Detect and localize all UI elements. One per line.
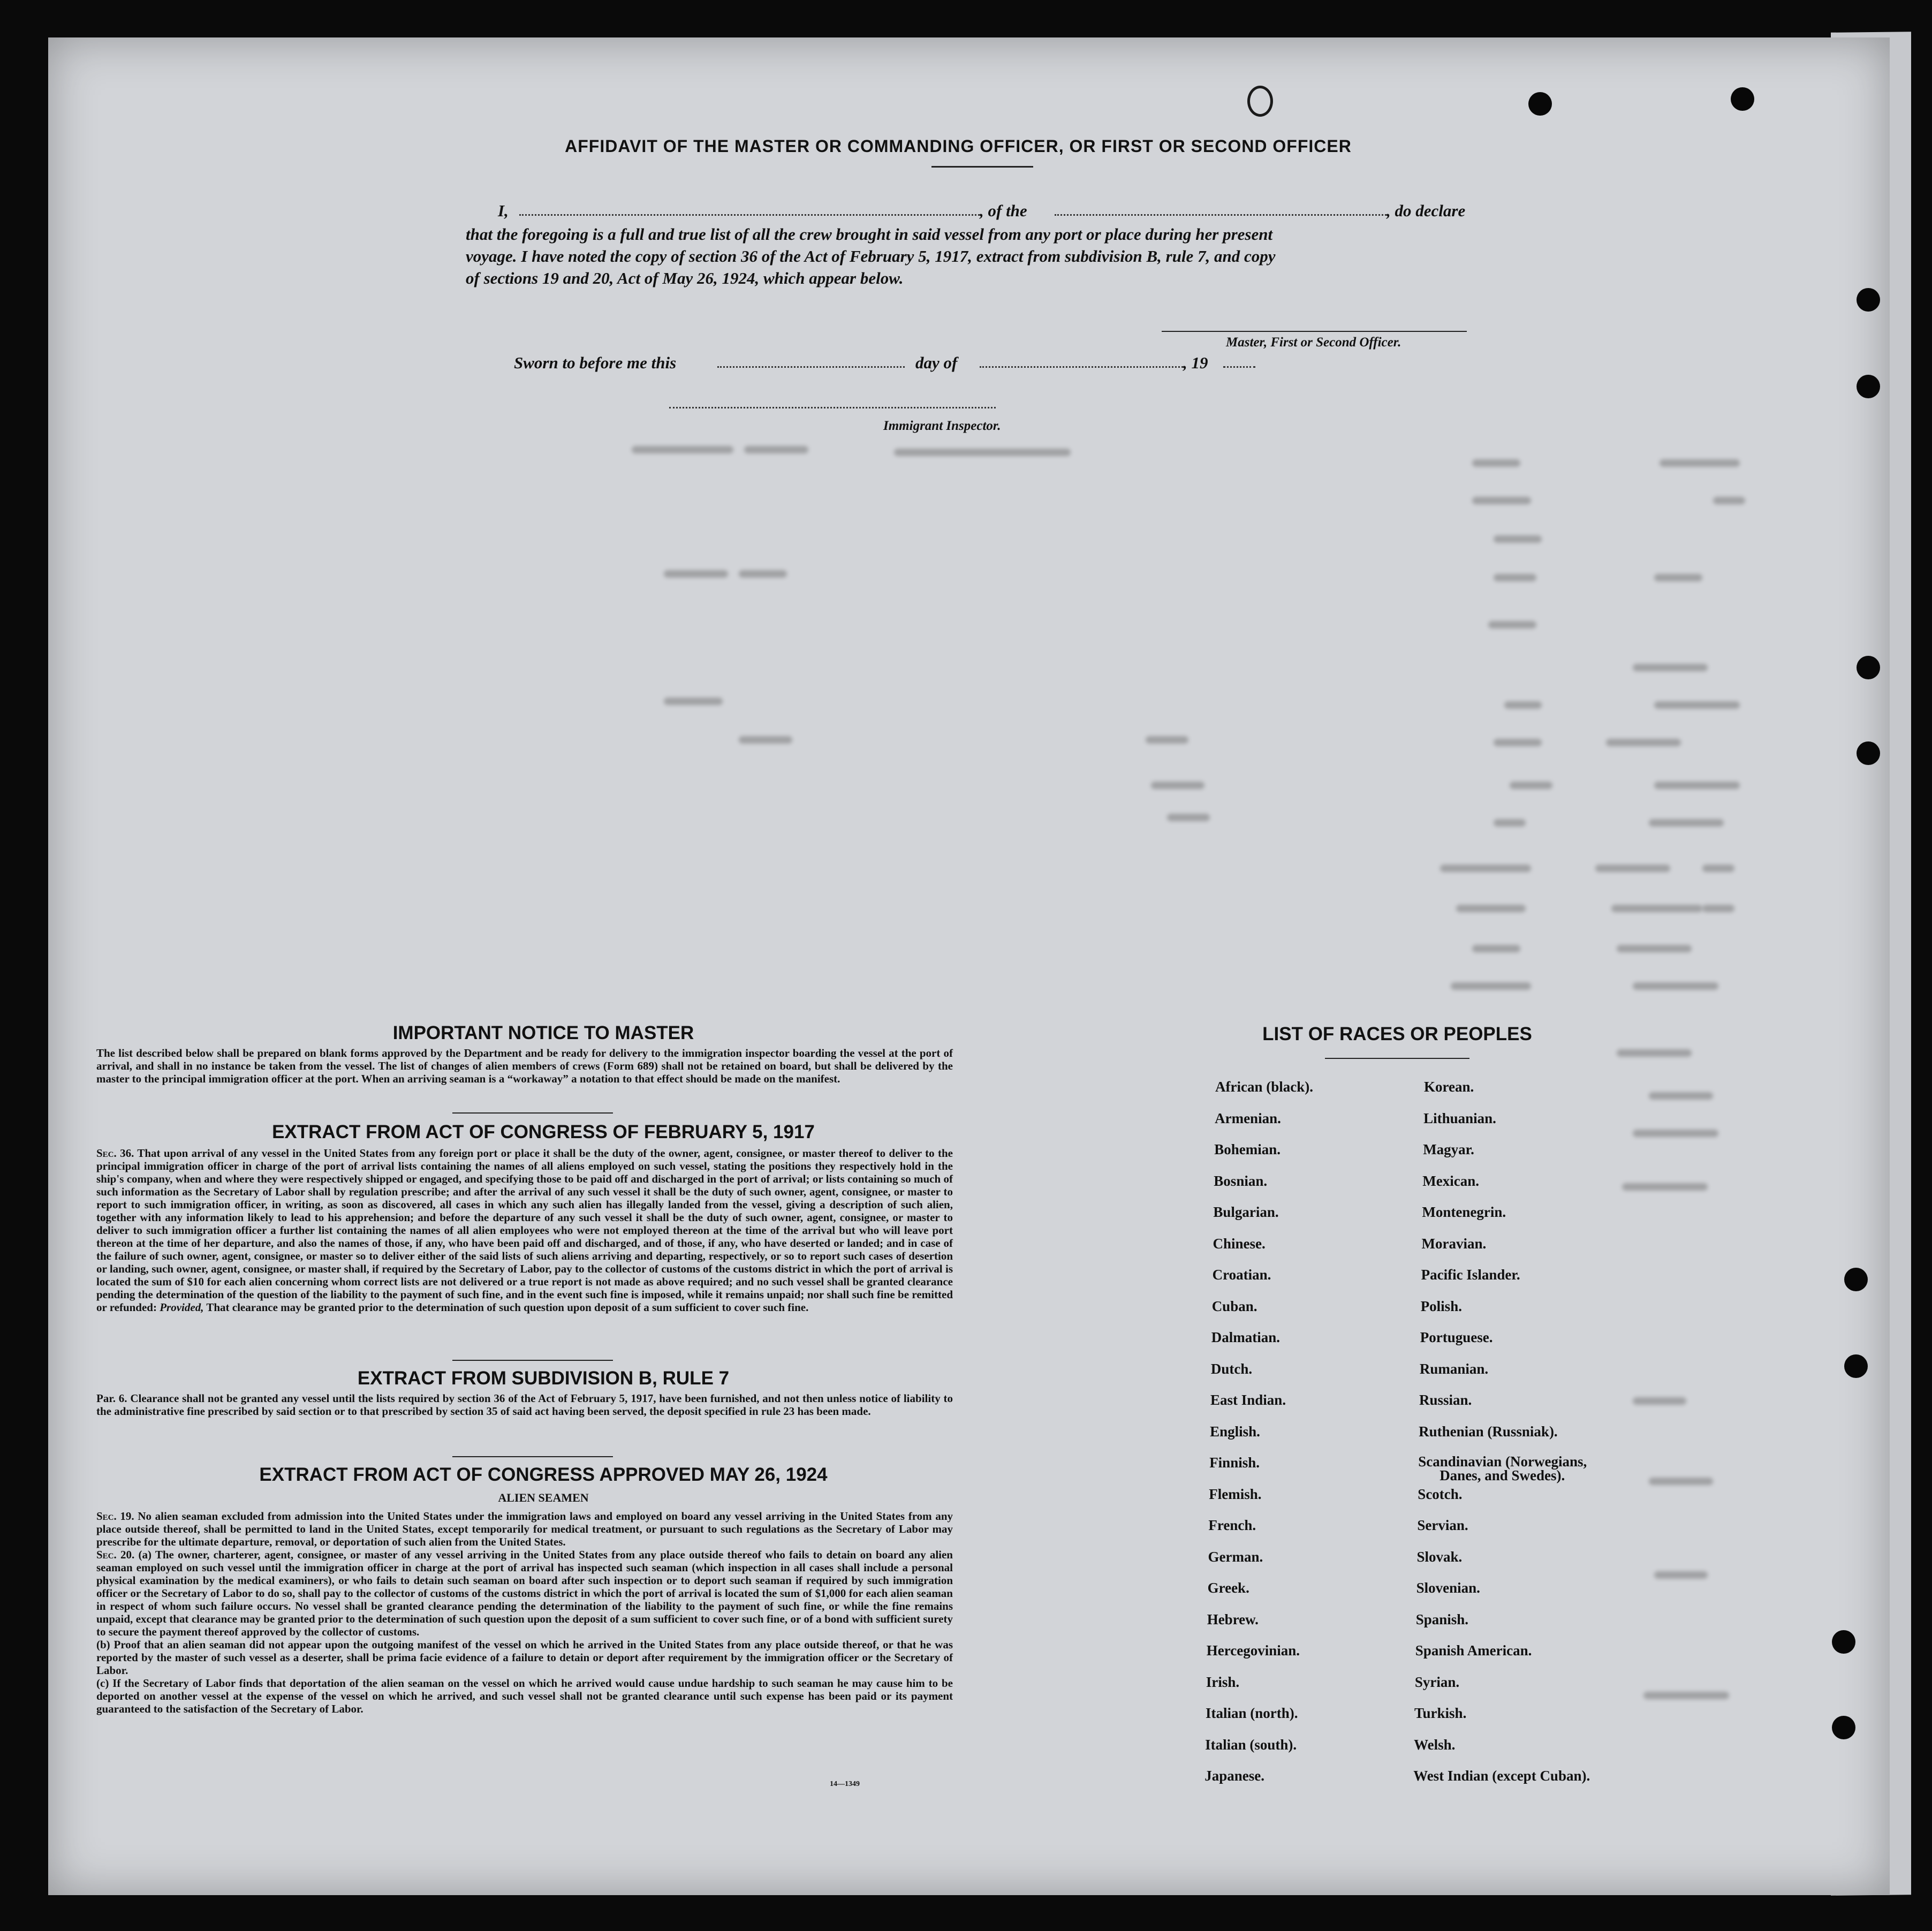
race-item: Syrian. bbox=[1414, 1673, 1460, 1690]
binder-hole bbox=[1832, 1630, 1855, 1654]
race-item: Bosnian. bbox=[1214, 1172, 1268, 1189]
name-field-line[interactable] bbox=[519, 214, 980, 216]
affidavit-title: AFFIDAVIT OF THE MASTER OR COMMANDING OFFICER, OR FIRST OR SECOND OFFICER bbox=[565, 137, 1352, 156]
race-item: Russian. bbox=[1419, 1392, 1472, 1408]
race-item: Flemish. bbox=[1209, 1486, 1262, 1502]
sec-19 bbox=[96, 1510, 953, 1548]
race-item: Chinese. bbox=[1213, 1235, 1266, 1252]
race-item: Italian (north). bbox=[1206, 1705, 1298, 1721]
race-item: Slovenian. bbox=[1416, 1580, 1480, 1596]
extract-1917-body bbox=[96, 1147, 953, 1314]
race-item: Spanish. bbox=[1415, 1611, 1469, 1627]
race-item: Croatian. bbox=[1212, 1267, 1271, 1283]
race-item: Mexican. bbox=[1422, 1172, 1480, 1189]
sworn-day-of: day of bbox=[915, 353, 958, 372]
sworn-day-field[interactable] bbox=[717, 366, 905, 368]
extract-1917-title: EXTRACT FROM ACT OF CONGRESS OF FEBRUARY 5, 1917 bbox=[272, 1122, 815, 1142]
race-item: Pacific Islander. bbox=[1421, 1267, 1520, 1283]
race-item: Ruthenian (Russniak). bbox=[1419, 1423, 1558, 1440]
affidavit-of-the: , of the bbox=[980, 201, 1027, 220]
race-item: Servian. bbox=[1417, 1517, 1468, 1533]
inspector-signature-line[interactable] bbox=[669, 407, 996, 408]
race-item: East Indian. bbox=[1210, 1392, 1286, 1408]
alien-seamen-subtitle: ALIEN SEAMEN bbox=[498, 1491, 589, 1504]
signature-label: Master, First or Second Officer. bbox=[1226, 335, 1401, 350]
race-item: Lithuanian. bbox=[1423, 1110, 1496, 1126]
race-item: Finnish. bbox=[1209, 1455, 1260, 1471]
affidavit-line-4: of sections 19 and 20, Act of May 26, 1924, which appear below. bbox=[466, 269, 904, 287]
binder-hole bbox=[1857, 288, 1880, 312]
binder-hole bbox=[1844, 1268, 1868, 1291]
race-item: Bohemian. bbox=[1214, 1141, 1281, 1157]
extract-1924-title: EXTRACT FROM ACT OF CONGRESS APPROVED MAY 26, 1924 bbox=[259, 1464, 828, 1485]
divider-1 bbox=[452, 1112, 613, 1114]
binder-hole bbox=[1857, 375, 1880, 398]
sworn-prefix: Sworn to before me this bbox=[514, 353, 677, 372]
race-item: Rumanian. bbox=[1419, 1360, 1489, 1377]
race-item: Montenegrin. bbox=[1422, 1204, 1506, 1220]
affidavit-declare: , do declare bbox=[1387, 201, 1466, 220]
vessel-field-line[interactable] bbox=[1055, 214, 1387, 216]
sec-36-label: Sec. 36. bbox=[96, 1147, 134, 1160]
race-item: English. bbox=[1210, 1423, 1260, 1440]
race-item: German. bbox=[1208, 1548, 1263, 1565]
binder-hole bbox=[1528, 92, 1552, 116]
race-item: Slovak. bbox=[1416, 1548, 1463, 1565]
form-number: 14—1349 bbox=[830, 1780, 860, 1788]
race-item: Hercegovinian. bbox=[1206, 1642, 1300, 1659]
race-item: Irish. bbox=[1206, 1673, 1240, 1690]
title-underline bbox=[931, 166, 1033, 168]
binder-hole bbox=[1832, 1716, 1855, 1739]
extract-rule7-title: EXTRACT FROM SUBDIVISION B, RULE 7 bbox=[357, 1368, 730, 1389]
sec-19-label: Sec. 19. bbox=[96, 1510, 134, 1523]
race-item: Bulgarian. bbox=[1213, 1204, 1279, 1220]
race-item: Magyar. bbox=[1423, 1141, 1474, 1157]
affidavit-line-3: voyage. I have noted the copy of section 36 of the Act of February 5, 1917, extract from subdivision B, rule 7, and copy bbox=[466, 247, 1276, 266]
affidavit-line-2: that the foregoing is a full and true list of all the crew brought in said vessel from any port or place during her present bbox=[466, 225, 1273, 244]
binder-hole bbox=[1731, 87, 1754, 111]
race-item: French. bbox=[1208, 1517, 1256, 1533]
notice-title: IMPORTANT NOTICE TO MASTER bbox=[392, 1023, 694, 1043]
race-item: Greek. bbox=[1207, 1580, 1249, 1596]
sec-19-text: No alien seaman excluded from admission into the United States under the immigration laws and employed on board any vessel arriving in the United States from any place outside thereof, shall be permitted to land in the United States, except temporarily for medical treatment, or pursuant to such regulations as the Secretary of Labor may prescribe for the ultimate departure, removal, or deportation of such alien from the United States. bbox=[96, 1510, 953, 1548]
punch-ring bbox=[1247, 86, 1273, 117]
binder-hole bbox=[1844, 1354, 1868, 1378]
race-item: Dutch. bbox=[1210, 1360, 1253, 1377]
race-item: Japanese. bbox=[1204, 1768, 1264, 1784]
sec-20a bbox=[96, 1548, 953, 1638]
race-item: Italian (south). bbox=[1205, 1736, 1297, 1753]
sec-20-label: Sec. 20. bbox=[96, 1548, 135, 1561]
race-item: Turkish. bbox=[1414, 1705, 1467, 1721]
affidavit-i: I, bbox=[498, 201, 509, 220]
binder-hole bbox=[1857, 656, 1880, 679]
signature-line[interactable] bbox=[1162, 331, 1467, 332]
race-item: Portuguese. bbox=[1420, 1329, 1493, 1345]
race-item: West Indian (except Cuban). bbox=[1413, 1768, 1590, 1784]
race-item: African (black). bbox=[1215, 1079, 1313, 1095]
extract-rule7-body: Par. 6. Clearance shall not be granted any vessel until the lists required by section 36 of the Act of February 5, 1917, have been furnished, and not then unless notice of liability to the administrative fine prescribed by said section or to that prescribed by section 35 of said act having been served, the deposit specified in rule 23 has been made. bbox=[96, 1392, 953, 1418]
divider-2 bbox=[452, 1360, 613, 1361]
provided-word: Provided, bbox=[160, 1301, 204, 1314]
sworn-year-prefix: , 19 bbox=[1183, 353, 1208, 372]
race-item: Cuban. bbox=[1211, 1298, 1257, 1314]
document-sheet bbox=[48, 37, 1890, 1895]
race-item: Scandinavian (Norwegians, Danes, and Swedes). bbox=[1418, 1453, 1587, 1483]
race-item: Dalmatian. bbox=[1211, 1329, 1281, 1345]
races-title: LIST OF RACES OR PEOPLES bbox=[1262, 1024, 1532, 1044]
sec-36-text: That upon arrival of any vessel in the United States from any foreign port or place it shall be the duty of the owner, agent, consignee, or master thereof to deliver to the principal immigration officer in charge of the port of arrival lists containing the names of all aliens employed on such vessel, stating the positions they respectively hold in the ship's company, when and where they were respectively shipped or engaged, and specifying those to be paid off and discharged in the port of arrival; or lists containing so much of such information as the Secretary of Labor shall by regulation prescribe; and after the arrival of any such vessel it shall be the duty of such owner, agent, consignee, or master to report to such immigration officer, in writing, as soon as discovered, all cases in which any such alien has illegally landed from the vessel, giving a description of such alien, together with any information likely to lead to his apprehension; and before the departure of any such vessel it shall be the duty of such owner, agent, consignee, or master to deliver to such immigration officer a further list containing the names of all alien employees who were not employed thereon at the time of the arrival but who will leave port thereon at the time of her departure, and also the names of those, if any, who have been paid off and discharged, and of those, if any, who have deserted or landed; and in case of the failure of such owner, agent, consignee, or master so to deliver either of the said lists of such aliens arriving and departing, respectively, or so to report such cases of desertion or landing, such owner, agent, consignee, or master shall, if required by the Secretary of Labor, pay to the collector of customs of the customs district in which the port of arrival is located the sum of $10 for each alien concerning whom correct lists are not delivered or a true report is not made as above required; and no such vessel shall be granted clearance pending the determination of the question of the liability to the payment of such fine, and in the event such fine is imposed, while it remains unpaid; nor shall such fine be remitted or refunded: bbox=[96, 1147, 953, 1314]
race-item: Scotch. bbox=[1418, 1486, 1463, 1502]
sworn-month-field[interactable] bbox=[980, 366, 1183, 368]
race-item: Hebrew. bbox=[1207, 1611, 1259, 1627]
races-underline bbox=[1325, 1058, 1469, 1059]
sec-20b: (b) Proof that an alien seaman did not appear upon the outgoing manifest of the vessel on which he arrived in the United States from any place outside thereof, or that he was reported by the master of such vessel as a deserter, shall be prima facie evidence of a failure to detain or deport after requirement by the immigration officer or the Secretary of Labor. bbox=[96, 1638, 953, 1677]
race-item: Armenian. bbox=[1215, 1110, 1281, 1126]
sec-20a-text: (a) The owner, charterer, agent, consignee, or master of any vessel arriving in the United States from any place outside thereof who fails to detain on board any alien seaman employed on such vessel until the immigration officer in charge at the port of arrival has inspected such seaman (which inspection in all cases shall include a personal physical examination by the medical examiners), or who fails to detain such seaman on board after such inspection or to deport such seaman if required by such immigration officer or the Secretary of Labor to do so, shall pay to the collector of customs of the customs district in which the port of arrival is located the sum of $1,000 for each alien seaman in respect of whom such failure occurs. No vessel shall be granted clearance pending the determination of the liability to the payment of such fine, or while the fine remains unpaid, except that clearance may be granted prior to the determination of such question upon the deposit of a sum sufficient to cover such fine, or of a bond with sufficient surety to secure the payment thereof approved by the collector of customs. bbox=[96, 1548, 953, 1638]
race-item: Welsh. bbox=[1414, 1736, 1456, 1753]
race-item: Polish. bbox=[1420, 1298, 1462, 1314]
inspector-label: Immigrant Inspector. bbox=[883, 419, 1001, 433]
race-item: Korean. bbox=[1424, 1079, 1474, 1095]
race-item: Spanish American. bbox=[1415, 1642, 1532, 1659]
sec-36-text-end: That clearance may be granted prior to the determination of such question upon deposit of a sum sufficient to cover such fine. bbox=[206, 1301, 809, 1314]
notice-body: The list described below shall be prepared on blank forms approved by the Department and be ready for delivery to the immigration inspector boarding the vessel at the port of arrival, and shall in no instance be taken from the vessel. The list of changes of alien members of crews (Form 689) shall not be retained on board, but shall be delivered by the master to the principal immigration officer at the port. When an arriving seaman is a “workaway” a notation to that effect should be made on the manifest. bbox=[96, 1047, 953, 1085]
divider-3 bbox=[452, 1456, 613, 1457]
sworn-year-field[interactable] bbox=[1223, 366, 1255, 368]
sec-20c: (c) If the Secretary of Labor finds that deportation of the alien seaman on the vessel on which he arrived would cause undue hardship to such seaman he may cause him to be deported on another vessel at the expense of the vessel on which he arrived, and such vessel shall not be granted clearance until such expense has been paid or its payment guaranteed to the satisfaction of the Secretary of Labor. bbox=[96, 1677, 953, 1715]
binder-hole bbox=[1857, 741, 1880, 765]
extract-1924-body bbox=[96, 1510, 953, 1715]
race-item: Moravian. bbox=[1421, 1235, 1487, 1252]
